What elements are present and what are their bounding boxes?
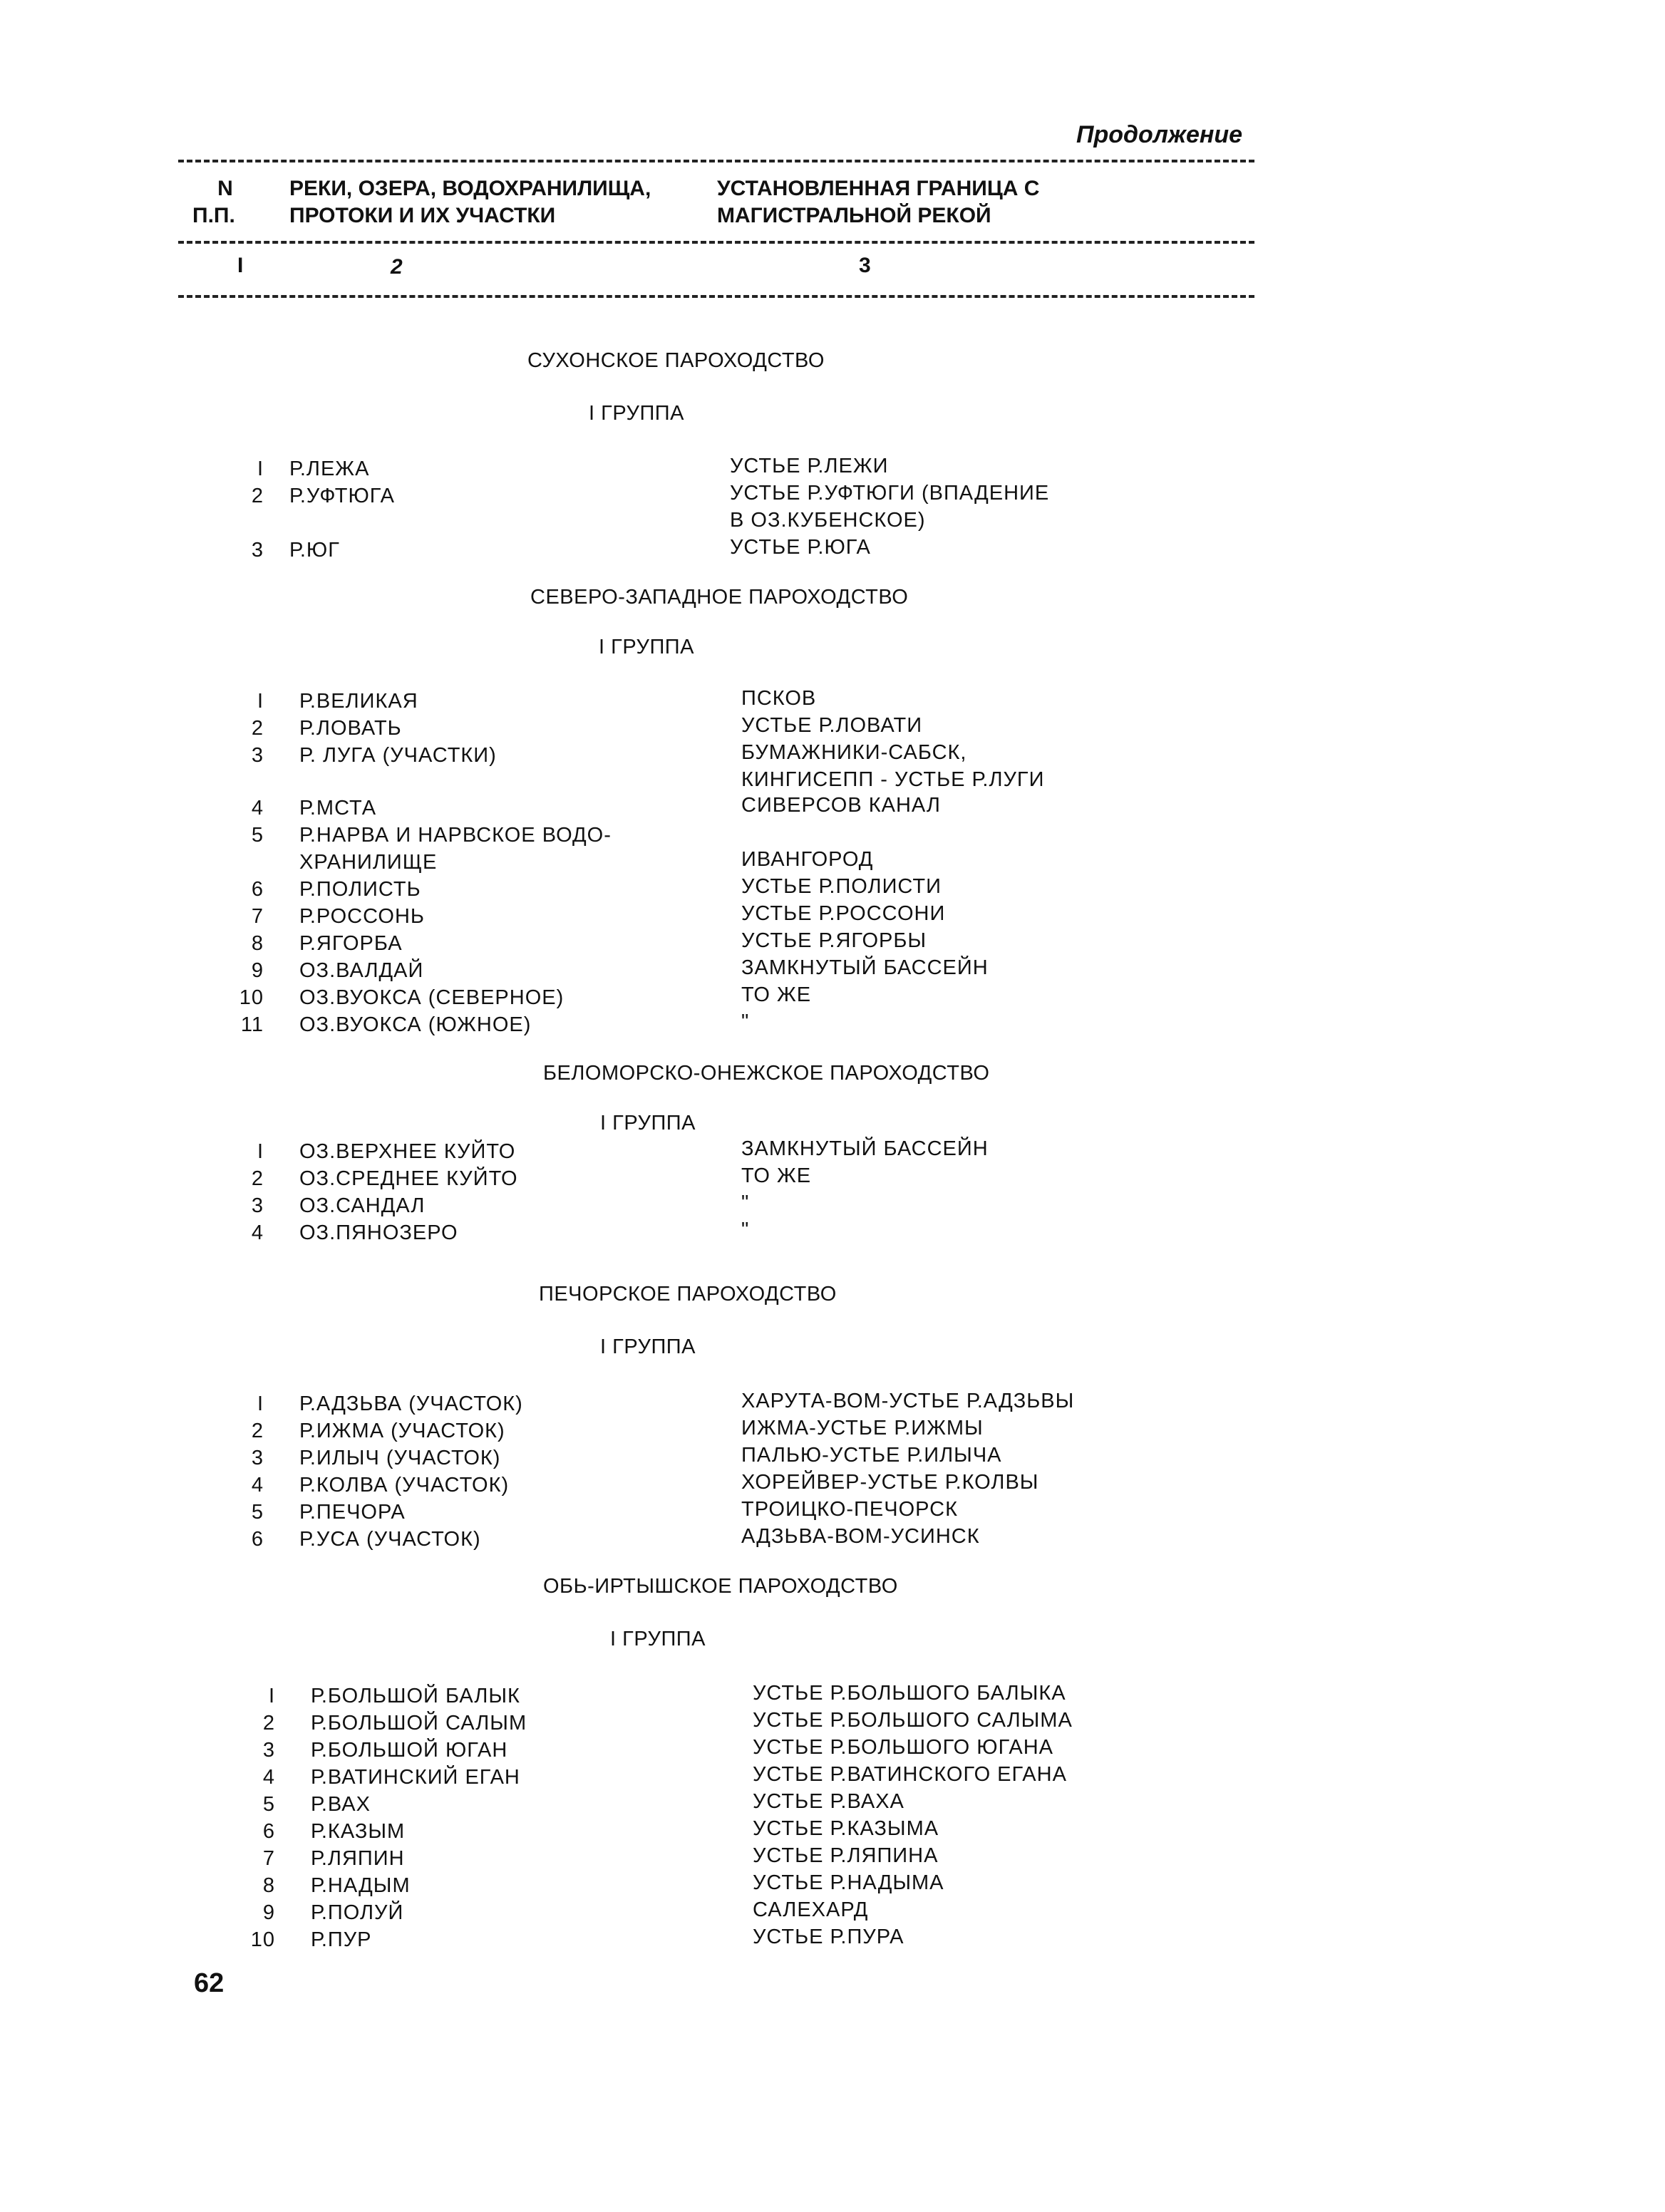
row-number: 3: [262, 1739, 275, 1762]
water-body-name: Р.ЛЕЖА: [289, 458, 370, 480]
water-body-name: Р.ЛОВАТЬ: [299, 717, 402, 740]
boundary-text: УСТЬЕ Р.ЮГА: [730, 536, 871, 559]
boundary-text: ": [741, 1192, 750, 1214]
boundary-text: ПСКОВ: [741, 687, 817, 710]
water-body-name-continued: ХРАНИЛИЩЕ: [299, 851, 438, 874]
row-number: 9: [262, 1901, 275, 1924]
boundary-text: УСТЬЕ Р.ЯГОРБЫ: [741, 929, 927, 952]
column-number-1: I: [237, 254, 244, 277]
water-body-name: Р.УСА (УЧАСТОК): [299, 1528, 481, 1551]
row-number: I: [268, 1685, 275, 1707]
row-number: 4: [251, 1221, 264, 1244]
boundary-text: ": [741, 1011, 750, 1033]
header-col3-line2: МАГИСТРАЛЬНОЙ РЕКОЙ: [717, 204, 991, 227]
boundary-text: ТО ЖЕ: [741, 983, 812, 1006]
row-number: 2: [251, 485, 264, 507]
row-number: 6: [251, 878, 264, 901]
row-number: 3: [251, 744, 264, 767]
group-title: I ГРУППА: [589, 402, 684, 425]
boundary-text: УСТЬЕ Р.УФТЮГИ (ВПАДЕНИЕ: [730, 482, 1050, 505]
water-body-name: Р.БОЛЬШОЙ ЮГАН: [311, 1739, 508, 1762]
boundary-text: ЗАМКНУТЫЙ БАССЕЙН: [741, 1137, 989, 1160]
water-body-name: Р.МСТА: [299, 797, 377, 820]
column-number-3: 3: [859, 254, 871, 277]
row-number: 4: [262, 1766, 275, 1789]
header-col3: [717, 175, 1039, 229]
water-body-name: ОЗ.ВУОКСА (ЮЖНОЕ): [299, 1013, 532, 1036]
boundary-text: УСТЬЕ Р.ВАХА: [753, 1790, 904, 1813]
boundary-text-continued: КИНГИСЕПП - УСТЬЕ Р.ЛУГИ: [741, 768, 1045, 791]
header-col2-line2: ПРОТОКИ И ИХ УЧАСТКИ: [289, 204, 556, 227]
section-title: СУХОНСКОЕ ПАРОХОДСТВО: [527, 349, 825, 372]
boundary-text: УСТЬЕ Р.БОЛЬШОГО БАЛЫКА: [753, 1682, 1066, 1705]
row-number: 3: [251, 1194, 264, 1217]
boundary-text: ЗАМКНУТЫЙ БАССЕЙН: [741, 956, 989, 979]
boundary-text: ХАРУТА-ВОМ-УСТЬЕ Р.АДЗЬВЫ: [741, 1390, 1075, 1412]
boundary-text: УСТЬЕ Р.ПУРА: [753, 1926, 904, 1948]
boundary-text: ХОРЕЙВЕР-УСТЬЕ Р.КОЛВЫ: [741, 1471, 1039, 1494]
boundary-text: САЛЕХАРД: [753, 1898, 869, 1921]
row-number: 3: [251, 1447, 264, 1469]
header-col1-second: [192, 202, 235, 229]
header-col1-line2: П.П.: [192, 204, 235, 227]
water-body-name: ОЗ.СРЕДНЕЕ КУЙТО: [299, 1167, 518, 1190]
water-body-name: Р.НАРВА И НАРВСКОЕ ВОДО-: [299, 824, 612, 847]
water-body-name: Р.НАДЫМ: [311, 1874, 411, 1897]
water-body-name: Р.ПУР: [311, 1928, 372, 1951]
row-number: 5: [262, 1793, 275, 1816]
row-number: 2: [251, 1420, 264, 1442]
section-title: ПЕЧОРСКОЕ ПАРОХОДСТВО: [539, 1283, 837, 1306]
water-body-name: Р.ВЕЛИКАЯ: [299, 690, 418, 713]
row-number: I: [257, 1392, 264, 1415]
boundary-text: УСТЬЕ Р.КАЗЫМА: [753, 1817, 939, 1840]
boundary-text: ТО ЖЕ: [741, 1164, 812, 1187]
water-body-name: Р. ЛУГА (УЧАСТКИ): [299, 744, 497, 767]
boundary-text: УСТЬЕ Р.РОССОНИ: [741, 902, 946, 925]
water-body-name: Р.УФТЮГА: [289, 485, 395, 507]
header-col2: [289, 175, 651, 229]
boundary-text: УСТЬЕ Р.ЛОВАТИ: [741, 714, 923, 737]
water-body-name: Р.ЯГОРБА: [299, 932, 403, 955]
water-body-name: Р.КОЛВА (УЧАСТОК): [299, 1474, 510, 1497]
water-body-name: ОЗ.ПЯНОЗЕРО: [299, 1221, 458, 1244]
water-body-name: ОЗ.ВУОКСА (СЕВЕРНОЕ): [299, 986, 565, 1009]
water-body-name: ОЗ.ВЕРХНЕЕ КУЙТО: [299, 1140, 516, 1163]
section-title: СЕВЕРО-ЗАПАДНОЕ ПАРОХОДСТВО: [530, 586, 909, 609]
header-mid-rule: [178, 241, 1254, 244]
group-title: I ГРУППА: [610, 1628, 706, 1650]
row-number: 8: [262, 1874, 275, 1897]
boundary-text: УСТЬЕ Р.НАДЫМА: [753, 1871, 944, 1894]
boundary-text: УСТЬЕ Р.ПОЛИСТИ: [741, 875, 942, 898]
row-number: 11: [240, 1013, 264, 1036]
water-body-name: Р.РОССОНЬ: [299, 905, 425, 928]
boundary-text-continued: ИВАНГОРОД: [741, 848, 874, 871]
row-number: 2: [251, 717, 264, 740]
row-number: 2: [262, 1712, 275, 1735]
boundary-text-continued: В ОЗ.КУБЕНСКОЕ): [730, 509, 926, 532]
row-number: 8: [251, 932, 264, 955]
row-number: 6: [262, 1820, 275, 1843]
header-col2-line1: РЕКИ, ОЗЕРА, ВОДОХРАНИЛИЩА,: [289, 177, 651, 200]
boundary-text: УСТЬЕ Р.ЛЯПИНА: [753, 1844, 939, 1867]
header-bottom-rule: [178, 295, 1254, 298]
water-body-name: Р.ВАХ: [311, 1793, 371, 1816]
water-body-name: Р.ПОЛУЙ: [311, 1901, 404, 1924]
water-body-name: Р.ВАТИНСКИЙ ЕГАН: [311, 1766, 520, 1789]
row-number: 5: [251, 1501, 264, 1524]
page-number: 62: [194, 1968, 225, 1998]
row-number: 10: [239, 986, 264, 1009]
boundary-text: ": [741, 1219, 750, 1241]
row-number: 9: [251, 959, 264, 982]
section-title: БЕЛОМОРСКО-ОНЕЖСКОЕ ПАРОХОДСТВО: [543, 1062, 990, 1085]
water-body-name: ОЗ.ВАЛДАЙ: [299, 959, 424, 982]
water-body-name: Р.ЛЯПИН: [311, 1847, 405, 1870]
boundary-text: ПАЛЬЮ-УСТЬЕ Р.ИЛЫЧА: [741, 1444, 1002, 1467]
row-number: 2: [251, 1167, 264, 1190]
water-body-name: Р.ПЕЧОРА: [299, 1501, 406, 1524]
row-number: 4: [251, 1474, 264, 1497]
row-number: 7: [262, 1847, 275, 1870]
boundary-text: СИВЕРСОВ КАНАЛ: [741, 794, 941, 817]
header-col1: [204, 175, 247, 202]
boundary-text: УСТЬЕ Р.ЛЕЖИ: [730, 455, 889, 477]
boundary-text: УСТЬЕ Р.ВАТИНСКОГО ЕГАНА: [753, 1763, 1067, 1786]
row-number: 6: [251, 1528, 264, 1551]
header-col1-line1: N: [217, 177, 233, 200]
water-body-name: Р.ЮГ: [289, 539, 340, 562]
column-number-2: 2: [391, 255, 403, 279]
boundary-text: БУМАЖНИКИ-САБСК,: [741, 741, 967, 764]
row-number: 10: [250, 1928, 275, 1951]
boundary-text: УСТЬЕ Р.БОЛЬШОГО САЛЫМА: [753, 1709, 1073, 1732]
boundary-text: УСТЬЕ Р.БОЛЬШОГО ЮГАНА: [753, 1736, 1053, 1759]
row-number: I: [257, 690, 264, 713]
water-body-name: Р.КАЗЫМ: [311, 1820, 406, 1843]
row-number: I: [257, 1140, 264, 1163]
row-number: I: [257, 458, 264, 480]
water-body-name: Р.ИЛЫЧ (УЧАСТОК): [299, 1447, 501, 1469]
boundary-text: ТРОИЦКО-ПЕЧОРСК: [741, 1498, 958, 1521]
boundary-text: АДЗЬВА-ВОМ-УСИНСК: [741, 1525, 980, 1548]
row-number: 4: [251, 797, 264, 820]
header-col3-line1: УСТАНОВЛЕННАЯ ГРАНИЦА С: [717, 177, 1040, 200]
section-title: ОБЬ-ИРТЫШСКОЕ ПАРОХОДСТВО: [543, 1575, 898, 1598]
row-number: 7: [251, 905, 264, 928]
water-body-name: Р.ИЖМА (УЧАСТОК): [299, 1420, 505, 1442]
group-title: I ГРУППА: [600, 1112, 696, 1135]
group-title: I ГРУППА: [600, 1335, 696, 1358]
boundary-text: ИЖМА-УСТЬЕ Р.ИЖМЫ: [741, 1417, 984, 1440]
water-body-name: Р.АДЗЬВА (УЧАСТОК): [299, 1392, 523, 1415]
header-top-rule: [178, 160, 1254, 162]
continuation-label: Продолжение: [1076, 121, 1243, 148]
water-body-name: Р.БОЛЬШОЙ БАЛЫК: [311, 1685, 520, 1707]
row-number: 5: [251, 824, 264, 847]
row-number: 3: [251, 539, 264, 562]
group-title: I ГРУППА: [599, 636, 694, 658]
water-body-name: ОЗ.САНДАЛ: [299, 1194, 426, 1217]
water-body-name: Р.ПОЛИСТЬ: [299, 878, 421, 901]
water-body-name: Р.БОЛЬШОЙ САЛЫМ: [311, 1712, 527, 1735]
